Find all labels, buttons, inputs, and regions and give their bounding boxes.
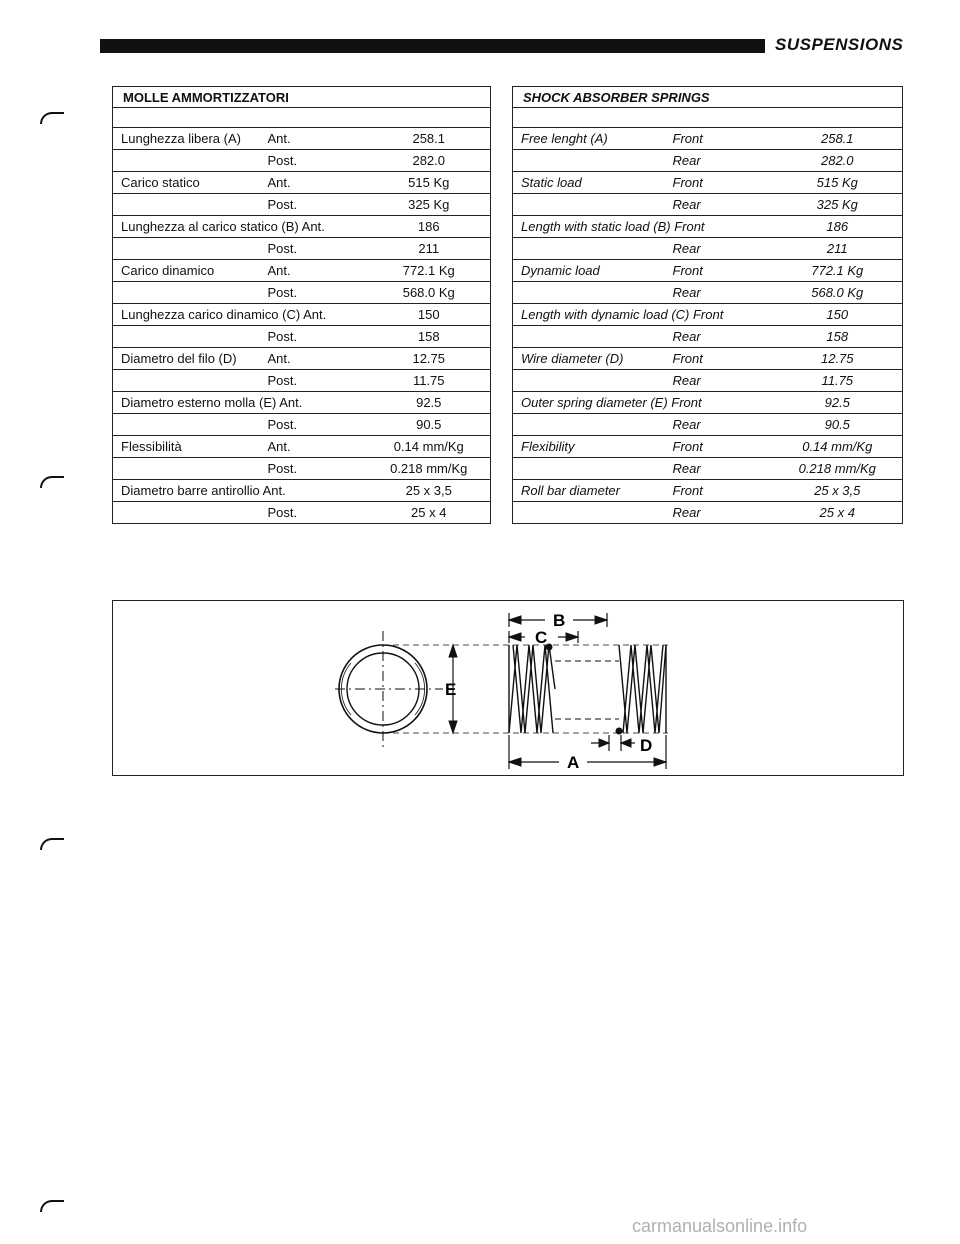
table-row (513, 128, 903, 150)
margin-mark (40, 476, 64, 488)
row-label (113, 458, 268, 480)
row-label (513, 150, 673, 172)
row-label: Lunghezza al carico statico (B) Ant. (113, 216, 268, 238)
row-position: Rear (673, 502, 773, 524)
row-position: Post. (268, 370, 368, 392)
row-label (513, 282, 673, 304)
row-position: Ant. (268, 436, 368, 458)
table-row (113, 172, 491, 194)
table-row (113, 194, 491, 216)
table-row (113, 480, 491, 502)
row-position: Post. (268, 458, 368, 480)
row-label: Carico dinamico (113, 260, 268, 282)
table-row (113, 304, 491, 326)
table-row (513, 150, 903, 172)
row-position: Front (673, 128, 773, 150)
row-value: 25 x 3,5 (368, 480, 491, 502)
table-row (113, 326, 491, 348)
row-label (513, 502, 673, 524)
label-c: C (535, 628, 548, 647)
dimension-d (591, 735, 635, 751)
label-e: E (445, 680, 457, 699)
row-position: Ant. (268, 260, 368, 282)
row-position: Post. (268, 194, 368, 216)
row-value: 25 x 4 (368, 502, 491, 524)
table-row (513, 502, 903, 524)
label-a: A (567, 753, 580, 772)
table-row (113, 282, 491, 304)
row-position: Rear (673, 150, 773, 172)
row-label: Roll bar diameter (513, 480, 673, 502)
table-row (513, 436, 903, 458)
table-row (513, 458, 903, 480)
row-value: 211 (368, 238, 491, 260)
row-value: 772.1 Kg (773, 260, 903, 282)
table-row (513, 326, 903, 348)
row-position: Rear (673, 282, 773, 304)
row-value: 92.5 (368, 392, 491, 414)
row-label (513, 194, 673, 216)
row-value: 772.1 Kg (368, 260, 491, 282)
table-title: MOLLE AMMORTIZZATORI (113, 87, 491, 108)
margin-mark (40, 1200, 64, 1212)
row-value: 186 (368, 216, 491, 238)
row-label (113, 194, 268, 216)
section-title: SUSPENSIONS (775, 35, 904, 54)
row-value: 0.14 mm/Kg (773, 436, 903, 458)
row-label (513, 326, 673, 348)
row-position: Post. (268, 238, 368, 260)
row-value: 92.5 (773, 392, 903, 414)
table-row (513, 414, 903, 436)
label-b: B (553, 611, 566, 630)
table-row (113, 348, 491, 370)
row-value: 12.75 (368, 348, 491, 370)
row-label: Lunghezza carico dinamico (C) Ant. (113, 304, 268, 326)
row-value: 25 x 4 (773, 502, 903, 524)
row-label: Carico statico (113, 172, 268, 194)
row-label: Free lenght (A) (513, 128, 673, 150)
row-value: 258.1 (368, 128, 491, 150)
spec-table-italian (112, 86, 491, 524)
row-position: Front (673, 260, 773, 282)
table-row (513, 260, 903, 282)
table-row (113, 436, 491, 458)
row-position: Rear (673, 458, 773, 480)
row-label: Length with dynamic load (C) Front (513, 304, 673, 326)
table-row (113, 392, 491, 414)
row-value: 12.75 (773, 348, 903, 370)
table-row (513, 480, 903, 502)
row-label: Outer spring diameter (E) Front (513, 392, 673, 414)
row-position: Front (673, 436, 773, 458)
row-position: Rear (673, 194, 773, 216)
row-value: 568.0 Kg (773, 282, 903, 304)
row-label: Flexibility (513, 436, 673, 458)
row-position: Front (673, 172, 773, 194)
table-row (113, 414, 491, 436)
table-row (513, 194, 903, 216)
table-row (513, 238, 903, 260)
row-label: Diametro esterno molla (E) Ant. (113, 392, 268, 414)
row-value: 515 Kg (368, 172, 491, 194)
table-row (513, 370, 903, 392)
table-spacer (113, 108, 491, 128)
table-row (513, 392, 903, 414)
table-spacer (513, 108, 903, 128)
row-value: 568.0 Kg (368, 282, 491, 304)
table-row (513, 348, 903, 370)
row-label (513, 238, 673, 260)
row-value: 325 Kg (368, 194, 491, 216)
table-row (113, 216, 491, 238)
row-value: 211 (773, 238, 903, 260)
row-label (113, 150, 268, 172)
row-value: 25 x 3,5 (773, 480, 903, 502)
row-label (113, 502, 268, 524)
row-label (113, 414, 268, 436)
row-value: 90.5 (368, 414, 491, 436)
row-label: Diametro del filo (D) (113, 348, 268, 370)
row-position: Rear (673, 238, 773, 260)
row-position: Rear (673, 326, 773, 348)
row-label (113, 370, 268, 392)
row-label (113, 326, 268, 348)
row-value: 158 (368, 326, 491, 348)
spring-diagram (112, 600, 904, 776)
row-label: Diametro barre antirollio Ant. (113, 480, 268, 502)
table-row (113, 150, 491, 172)
table-row (113, 238, 491, 260)
row-position: Ant. (268, 348, 368, 370)
row-value: 90.5 (773, 414, 903, 436)
row-value: 186 (773, 216, 903, 238)
row-position: Post. (268, 150, 368, 172)
table-row (513, 304, 903, 326)
row-position: Rear (673, 370, 773, 392)
row-value: 325 Kg (773, 194, 903, 216)
table-row (113, 128, 491, 150)
table-row (113, 502, 491, 524)
row-position: Rear (673, 414, 773, 436)
row-value: 158 (773, 326, 903, 348)
row-value: 150 (368, 304, 491, 326)
row-label: Static load (513, 172, 673, 194)
row-label (513, 458, 673, 480)
row-label: Length with static load (B) Front (513, 216, 673, 238)
row-position: Post. (268, 282, 368, 304)
label-d: D (640, 736, 653, 755)
row-value: 0.14 mm/Kg (368, 436, 491, 458)
spec-table-english (512, 86, 903, 524)
row-value: 515 Kg (773, 172, 903, 194)
row-value: 0.218 mm/Kg (368, 458, 491, 480)
row-value: 150 (773, 304, 903, 326)
row-position: Post. (268, 326, 368, 348)
row-label: Wire diameter (D) (513, 348, 673, 370)
row-position: Ant. (268, 128, 368, 150)
row-value: 11.75 (773, 370, 903, 392)
row-position: Post. (268, 414, 368, 436)
margin-mark (40, 112, 64, 124)
row-value: 282.0 (773, 150, 903, 172)
row-label: Flessibilità (113, 436, 268, 458)
table-row (513, 282, 903, 304)
table-title: SHOCK ABSORBER SPRINGS (513, 87, 903, 108)
row-value: 282.0 (368, 150, 491, 172)
table-row (113, 370, 491, 392)
table-row (113, 458, 491, 480)
row-position: Front (673, 348, 773, 370)
header-bar (100, 39, 765, 53)
row-position: Ant. (268, 172, 368, 194)
row-label: Lunghezza libera (A) (113, 128, 268, 150)
row-label (113, 238, 268, 260)
row-value: 0.218 mm/Kg (773, 458, 903, 480)
watermark-url: carmanualsonline.info (632, 1216, 808, 1236)
row-label (513, 414, 673, 436)
row-position: Front (673, 480, 773, 502)
row-label (113, 282, 268, 304)
row-value: 258.1 (773, 128, 903, 150)
row-label: Dynamic load (513, 260, 673, 282)
row-value: 11.75 (368, 370, 491, 392)
table-row (513, 172, 903, 194)
table-row (113, 260, 491, 282)
row-position: Post. (268, 502, 368, 524)
row-label (513, 370, 673, 392)
margin-mark (40, 838, 64, 850)
table-row (513, 216, 903, 238)
spring-coil (509, 645, 666, 733)
